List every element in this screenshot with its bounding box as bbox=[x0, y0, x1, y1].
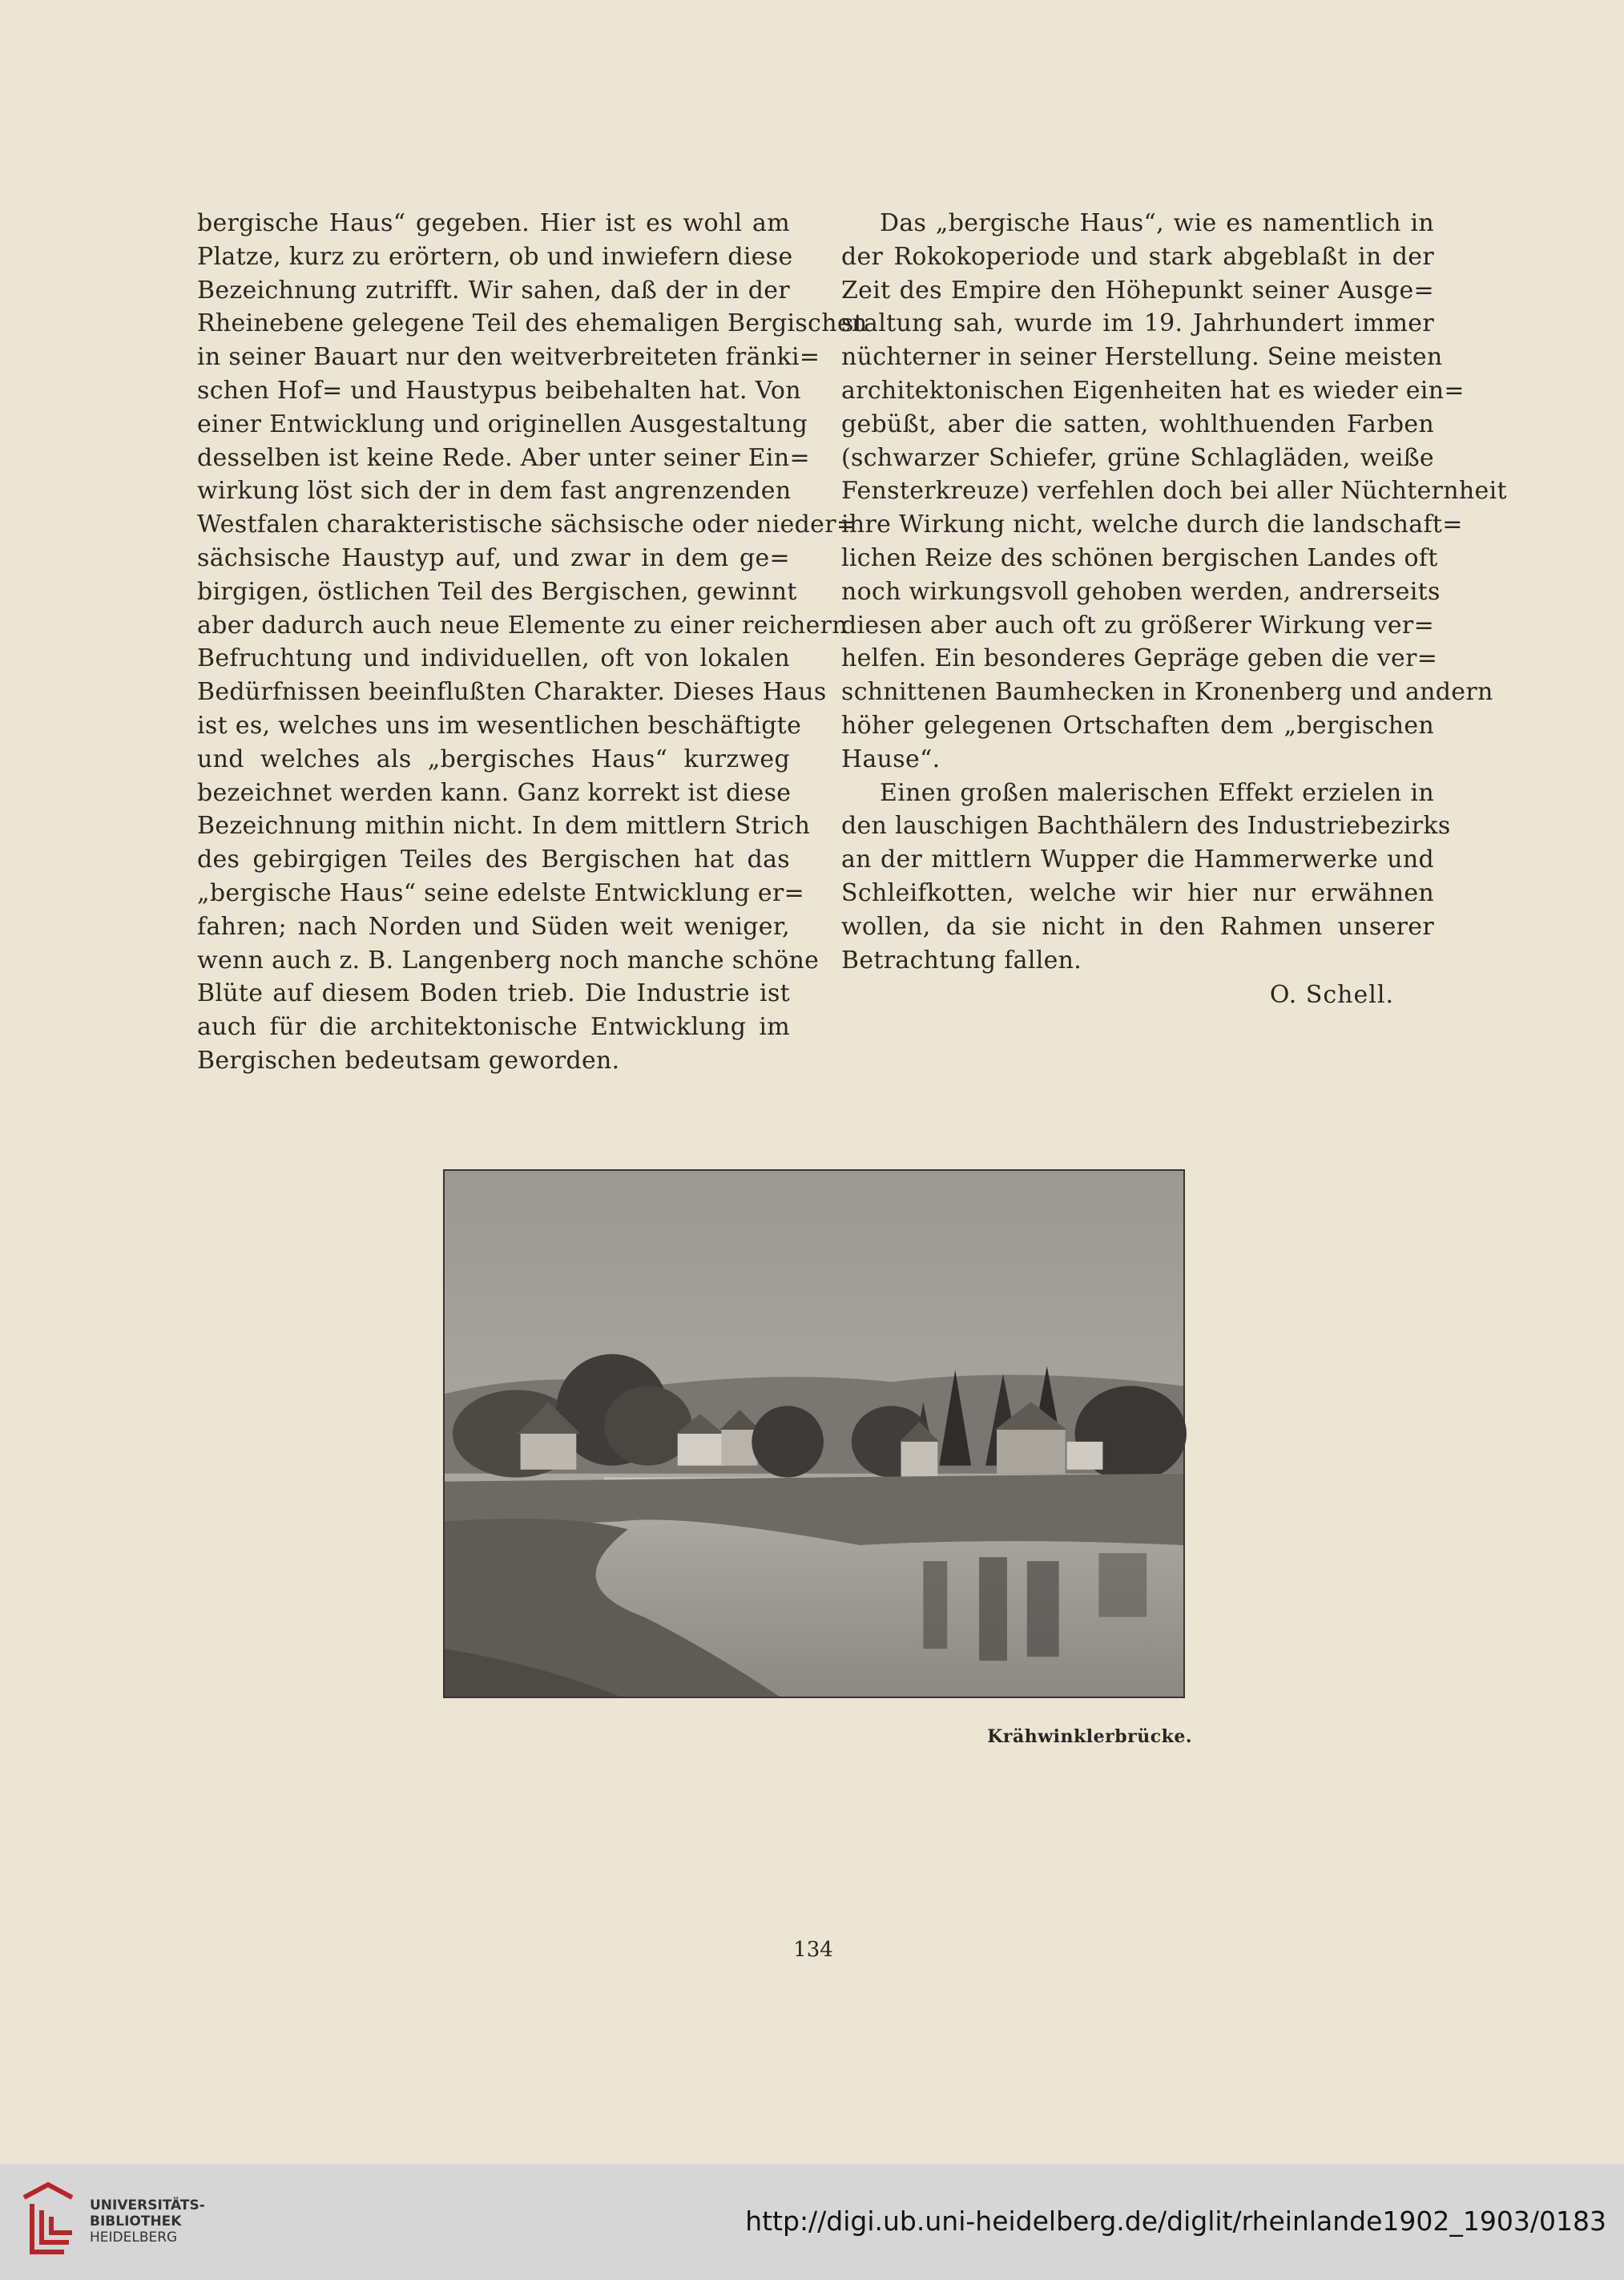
text-line: lichen Reize des schönen bergischen Landes oft bbox=[841, 543, 1438, 572]
text-line: Platze, kurz zu erörtern, ob und inwiefern diese bbox=[197, 242, 793, 271]
text-line: wenn auch z. B. Langenberg noch manche schöne bbox=[197, 946, 820, 975]
text-line: fahren; nach Norden und Süden weit weniger, bbox=[197, 912, 790, 941]
text-line: bergische Haus“ gegeben. Hier ist es wohl am bbox=[197, 209, 790, 237]
text-line: Hause“. bbox=[841, 745, 941, 773]
text-line: auch für die architektonische Entwicklung im bbox=[197, 1013, 790, 1042]
library-name-line: HEIDELBERG bbox=[90, 2230, 178, 2246]
text-line: Betrachtung fallen. bbox=[841, 946, 1082, 975]
text-line: wirkung löst sich der in dem fast angrenzenden bbox=[197, 477, 792, 506]
text-line: Blüte auf diesem Boden trieb. Die Industrie ist bbox=[197, 979, 790, 1008]
footer-bar bbox=[0, 2164, 1624, 2280]
text-line: helfen. Ein besonderes Gepräge geben die ver= bbox=[841, 644, 1438, 673]
text-line: einer Entwicklung und originellen Ausgestaltung bbox=[197, 410, 808, 438]
text-line: Fensterkreuze) verfehlen doch bei aller Nüchternheit bbox=[841, 477, 1507, 506]
text-line: noch wirkungsvoll gehoben werden, andrerseits bbox=[841, 577, 1441, 606]
text-line: Bergischen bedeutsam geworden. bbox=[197, 1046, 620, 1075]
page-number: 134 bbox=[793, 1938, 833, 1962]
text-line: des gebirgigen Teiles des Bergischen hat das bbox=[197, 845, 790, 874]
text-line: architektonischen Eigenheiten hat es wieder ein= bbox=[841, 376, 1465, 405]
text-line: Einen großen malerischen Effekt erzielen in bbox=[880, 778, 1434, 807]
right-text-column bbox=[841, 207, 1507, 977]
text-line: diesen aber auch oft zu größerer Wirkung ver= bbox=[841, 611, 1434, 640]
text-line: ist es, welches uns im wesentlichen beschäftigte bbox=[197, 711, 802, 740]
photo-caption: Krähwinklerbrücke. bbox=[987, 1726, 1192, 1747]
text-line: ihre Wirkung nicht, welche durch die landschaft= bbox=[841, 510, 1463, 539]
text-line: Schleifkotten, welche wir hier nur erwähnen bbox=[841, 878, 1434, 907]
text-line: gebüßt, aber die satten, wohlthuenden Farben bbox=[841, 410, 1434, 438]
author-signature: O. Schell. bbox=[1269, 981, 1394, 1009]
text-line: Rheinebene gelegene Teil des ehemaligen Bergischen bbox=[197, 309, 868, 338]
text-line: Bezeichnung zutrifft. Wir sahen, daß der in der bbox=[197, 276, 790, 305]
text-line: der Rokokoperiode und stark abgeblaßt in der bbox=[841, 242, 1434, 271]
text-line: Zeit des Empire den Höhepunkt seiner Ausge= bbox=[841, 276, 1434, 305]
text-line: aber dadurch auch neue Elemente zu einer reichern bbox=[197, 611, 848, 640]
text-line: (schwarzer Schiefer, grüne Schlagläden, weiße bbox=[841, 443, 1434, 472]
text-line: „bergische Haus“ seine edelste Entwicklung er= bbox=[197, 878, 805, 907]
text-line: Befruchtung und individuellen, oft von lokalen bbox=[197, 644, 790, 673]
text-line: nüchterner in seiner Herstellung. Seine meisten bbox=[841, 343, 1443, 372]
text-line: schnittenen Baumhecken in Kronenberg und andern bbox=[841, 678, 1493, 707]
text-line: bezeichnet werden kann. Ganz korrekt ist diese bbox=[197, 778, 792, 807]
library-logo-icon bbox=[16, 2181, 80, 2258]
text-line: in seiner Bauart nur den weitverbreiteten fränki= bbox=[197, 343, 820, 372]
source-url-link[interactable]: http://digi.ub.uni-heidelberg.de/diglit/rheinlande1902_1903/0183 bbox=[745, 2205, 1606, 2237]
photo-illustration bbox=[445, 1171, 1183, 1697]
library-name-line: BIBLIOTHEK bbox=[90, 2213, 182, 2230]
text-line: Bezeichnung mithin nicht. In dem mittlern Strich bbox=[197, 812, 811, 841]
text-line: und welches als „bergisches Haus“ kurzweg bbox=[197, 745, 790, 773]
library-name bbox=[90, 2197, 205, 2246]
left-text-column bbox=[197, 207, 868, 1078]
text-line: staltung sah, wurde im 19. Jahrhundert immer bbox=[841, 309, 1434, 338]
library-name-line: UNIVERSITÄTS- bbox=[90, 2197, 205, 2213]
text-line: Bedürfnissen beeinflußten Charakter. Dieses Haus bbox=[197, 678, 827, 707]
text-line: an der mittlern Wupper die Hammerwerke und bbox=[841, 845, 1434, 874]
text-line: Das „bergische Haus“, wie es namentlich in bbox=[880, 209, 1434, 237]
text-line: wollen, da sie nicht in den Rahmen unserer bbox=[841, 912, 1434, 941]
text-line: schen Hof= und Haustypus beibehalten hat. Von bbox=[197, 376, 801, 405]
landscape-photograph bbox=[443, 1169, 1185, 1698]
text-line: höher gelegenen Ortschaften dem „bergischen bbox=[841, 711, 1434, 740]
text-line: den lauschigen Bachthälern des Industriebezirks bbox=[841, 812, 1451, 841]
text-line: desselben ist keine Rede. Aber unter seiner Ein= bbox=[197, 443, 810, 472]
library-logo[interactable] bbox=[16, 2180, 224, 2260]
text-line: Westfalen charakteristische sächsische oder nieder= bbox=[197, 510, 857, 539]
text-line: sächsische Haustyp auf, und zwar in dem ge= bbox=[197, 543, 790, 572]
text-line: birgigen, östlichen Teil des Bergischen, gewinnt bbox=[197, 577, 797, 606]
